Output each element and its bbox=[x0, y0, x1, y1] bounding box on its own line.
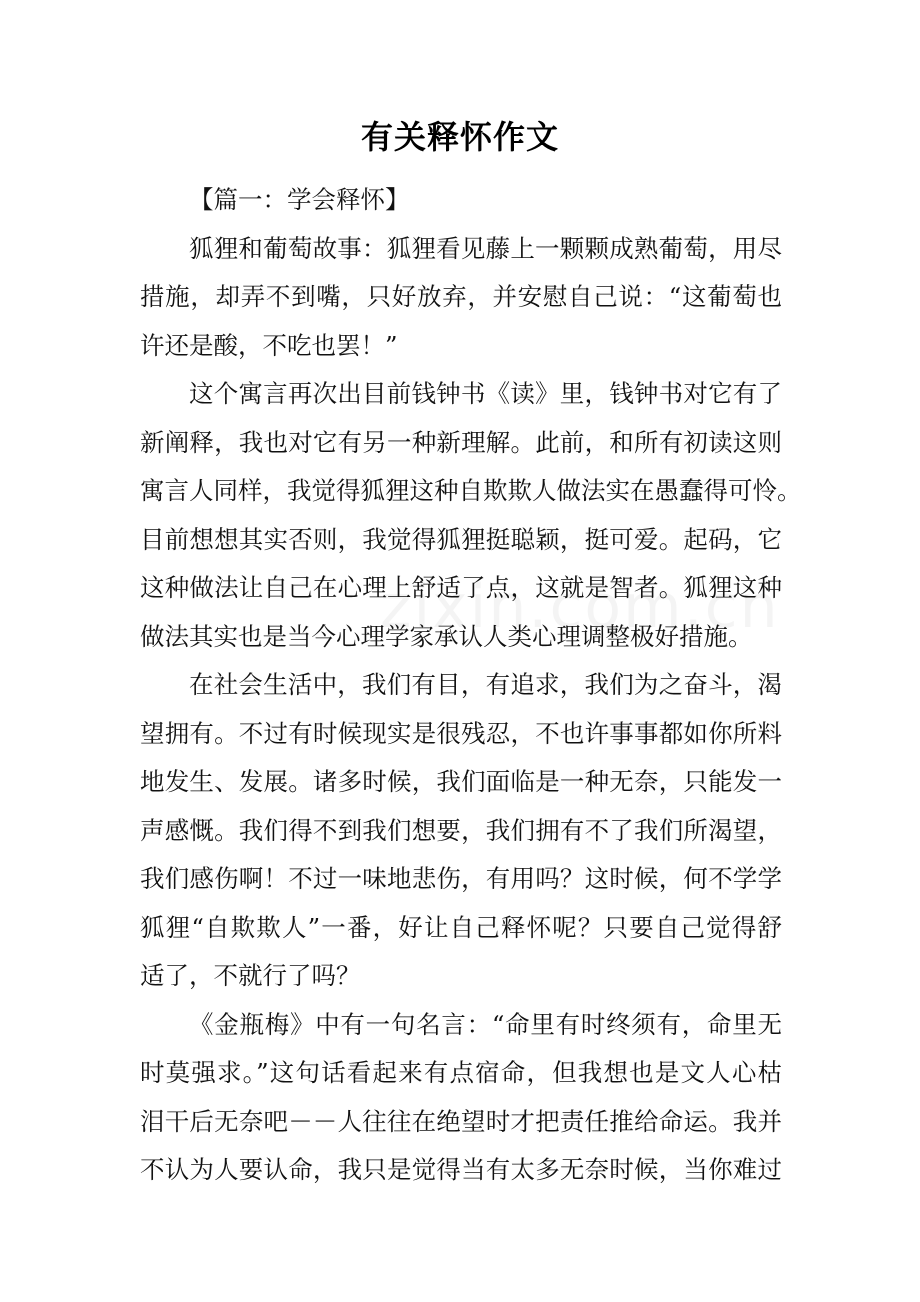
paragraph-line: 望拥有。不过有时候现实是很残忍，不也许事事都如你所料 bbox=[140, 718, 782, 748]
paragraph-line: 地发生、发展。诸多时候，我们面临是一种无奈，只能发一 bbox=[140, 767, 782, 796]
section-heading: 【篇一：学会释怀】 bbox=[189, 185, 410, 214]
paragraph-line: 《金瓶梅》中有一句名言：“命里有时终须有，命里无 bbox=[189, 1009, 782, 1039]
document-body bbox=[140, 176, 802, 1195]
paragraph-line: 新阐释，我也对它有另一种新理解。此前，和所有初读这则 bbox=[140, 427, 782, 457]
paragraph-line: 寓言人同样，我觉得狐狸这种自欺欺人做法实在愚蠢得可怜。 bbox=[140, 476, 802, 505]
paragraph-line: 狐狸“自欺欺人”一番，好让自己释怀呢？只要自己觉得舒 bbox=[140, 912, 782, 942]
paragraph-line: 时莫强求。”这句话看起来有点宿命，但我想也是文人心枯 bbox=[140, 1058, 782, 1087]
paragraph-line: 在社会生活中，我们有目，有追求，我们为之奋斗，渴 bbox=[189, 670, 782, 699]
paragraph-line: 声感慨。我们得不到我们想要，我们拥有不了我们所渴望， bbox=[140, 815, 782, 845]
paragraph-line: 这种做法让自己在心理上舒适了点，这就是智者。狐狸这种 bbox=[140, 573, 782, 602]
paragraph-line: 适了，不就行了吗？ bbox=[140, 961, 361, 990]
paragraph-line: 做法其实也是当今心理学家承认人类心理调整极好措施。 bbox=[140, 621, 753, 651]
paragraph-line: 目前想想其实否则，我觉得狐狸挺聪颖，挺可爱。起码，它 bbox=[140, 524, 782, 554]
paragraph-line: 不认为人要认命，我只是觉得当有太多无奈时候，当你难过 bbox=[140, 1155, 782, 1184]
paragraph-line: 狐狸和葡萄故事：狐狸看见藤上一颗颗成熟葡萄，用尽 bbox=[189, 233, 782, 263]
document-title: 有关释怀作文 bbox=[360, 118, 559, 156]
paragraph-line: 许还是酸，不吃也罢！” bbox=[140, 330, 398, 360]
paragraph-line: 措施，却弄不到嘴，只好放弃，并安慰自己说：“这葡萄也 bbox=[140, 282, 782, 311]
paragraph-line: 我们感伤啊！不过一味地悲伤，有用吗？这时候，何不学学 bbox=[140, 864, 782, 893]
paragraph-line: 这个寓言再次出目前钱钟书《读》里，钱钟书对它有了 bbox=[189, 379, 782, 408]
paragraph-line: 泪干后无奈吧－－人往往在绝望时才把责任推给命运。我并 bbox=[140, 1106, 782, 1136]
